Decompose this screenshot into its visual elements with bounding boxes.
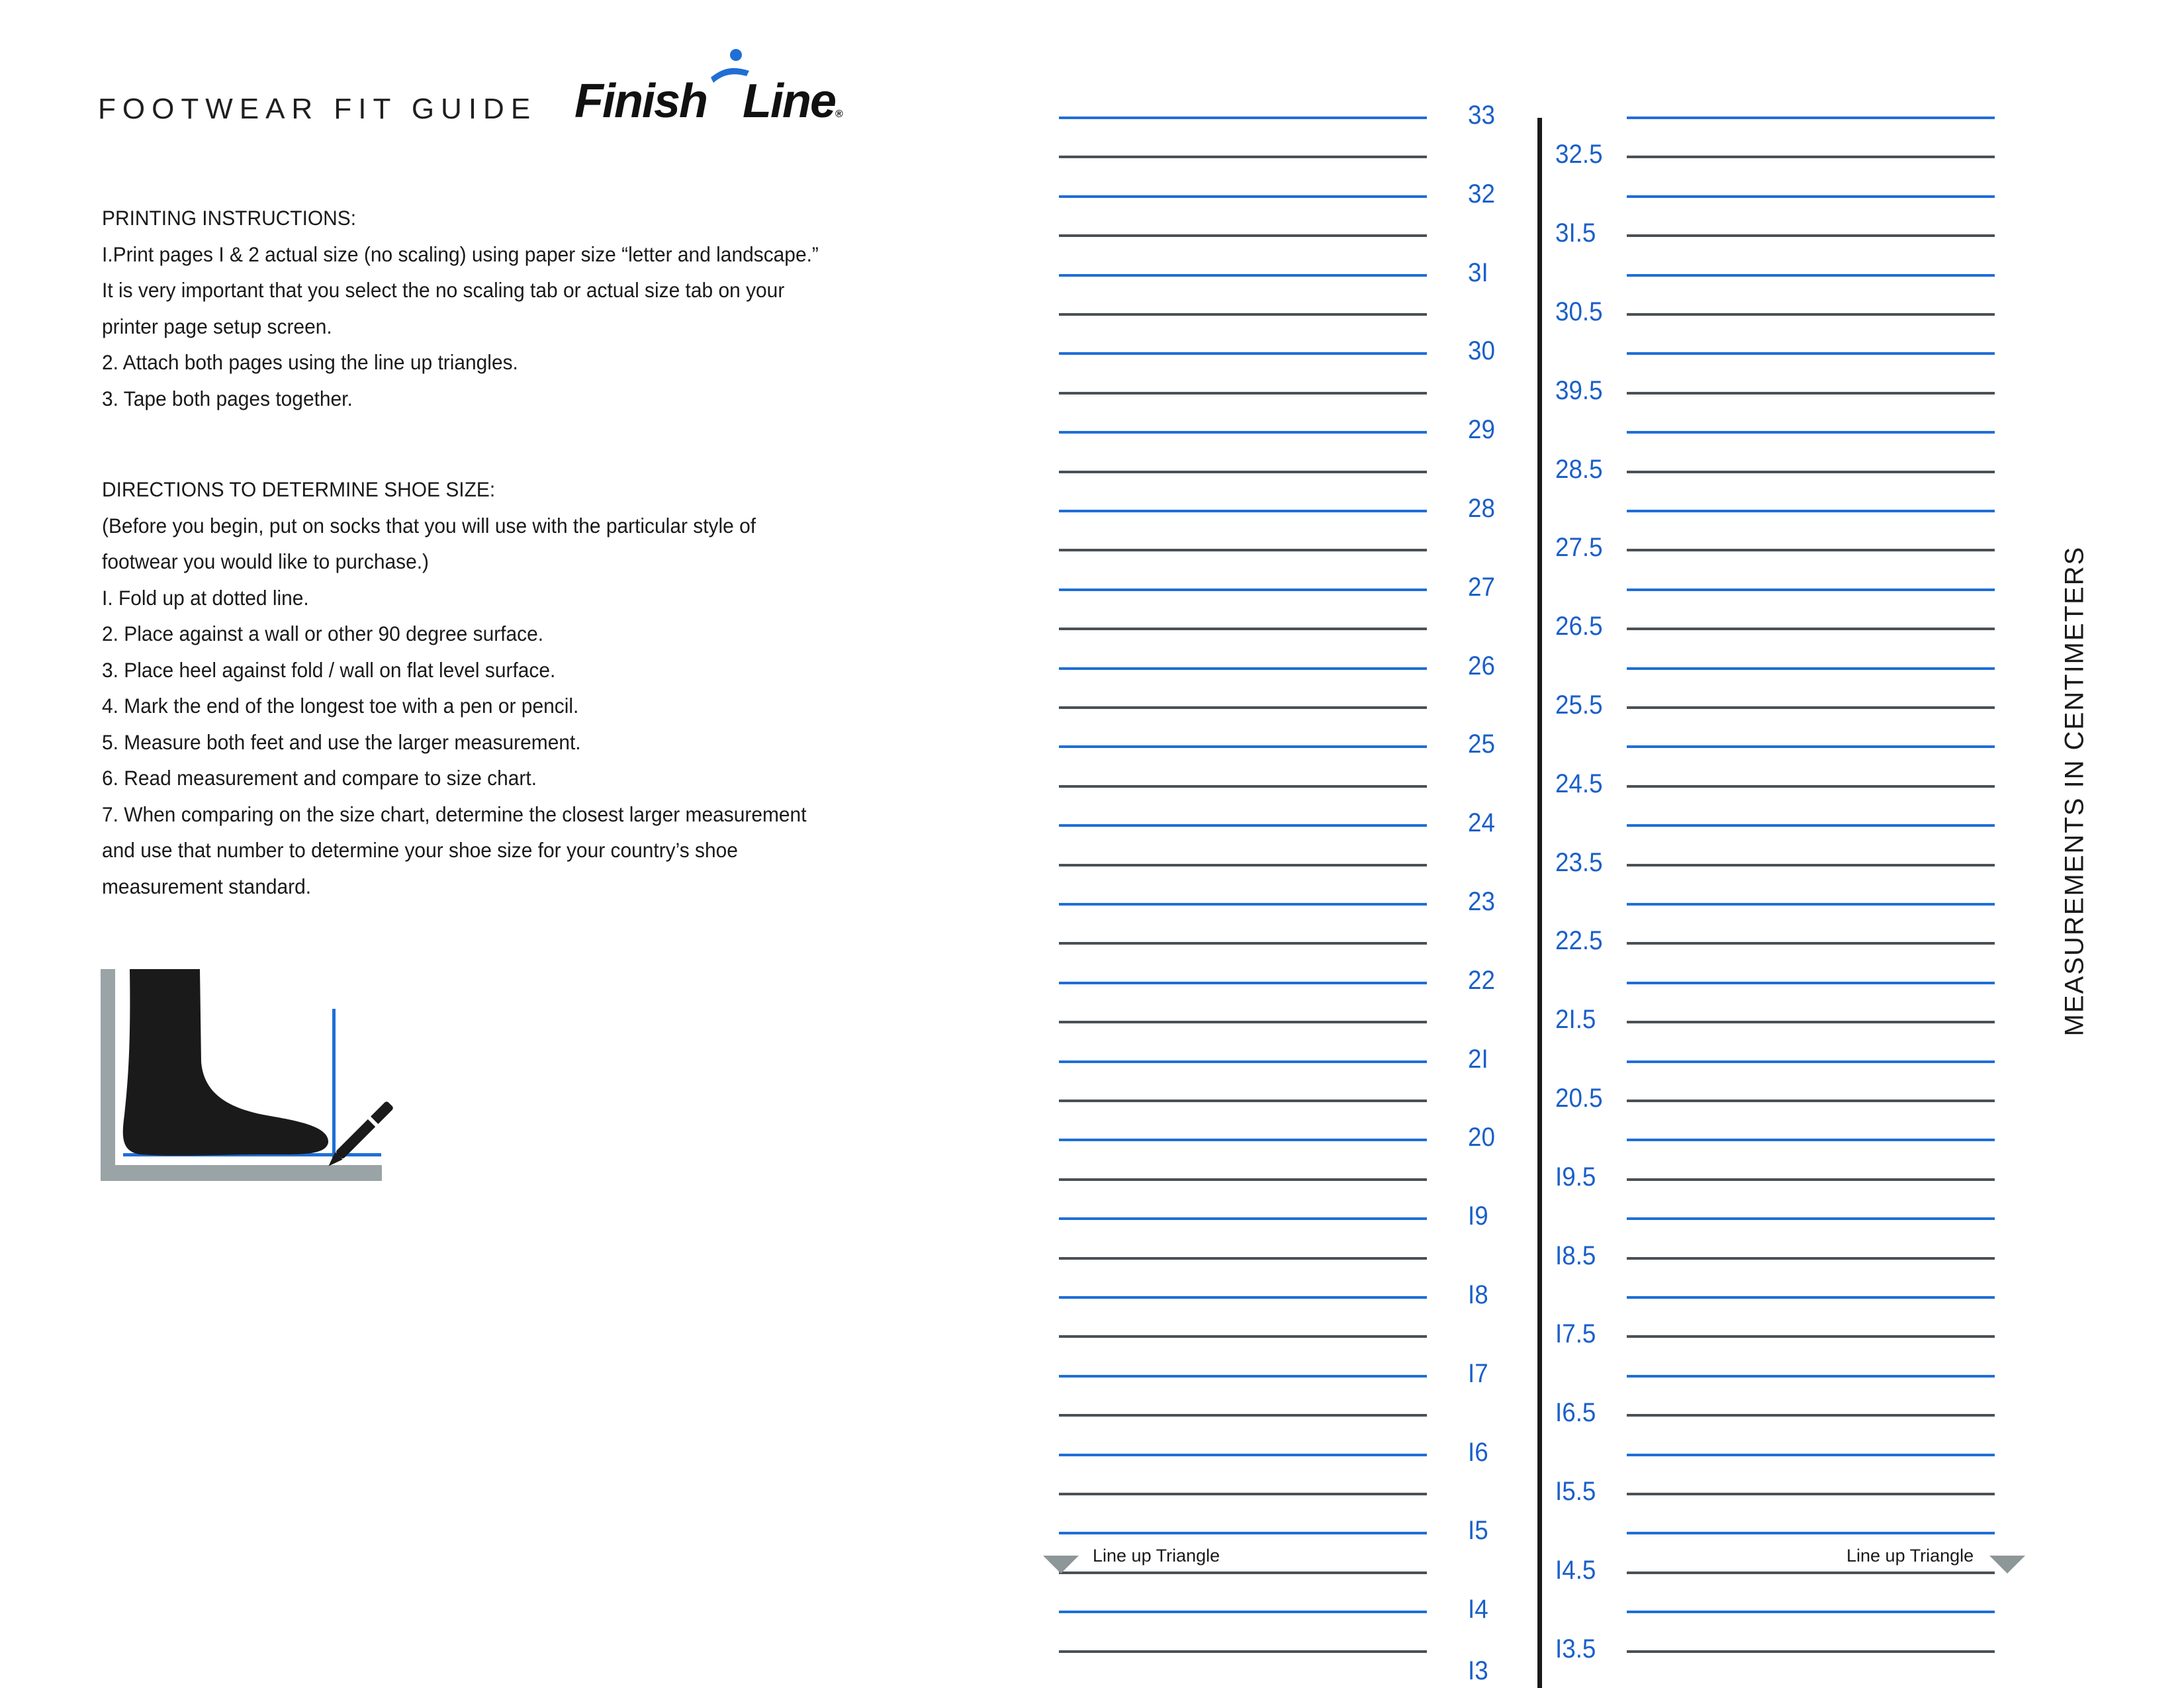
ruler-tick-right — [1627, 234, 1995, 237]
printing-line: I.Print pages I & 2 actual size (no scaling) using paper size “letter and landscape.” — [102, 242, 819, 266]
registered-mark: ® — [835, 109, 842, 120]
ruler-tick-left — [1059, 1335, 1427, 1338]
ruler-label-cm: I7 — [1468, 1358, 1488, 1388]
ruler-label-half-cm: I5.5 — [1555, 1477, 1596, 1506]
ruler-label-half-cm: 24.5 — [1555, 769, 1603, 798]
ruler-label-cm: 22 — [1468, 965, 1495, 995]
ruler-tick-left — [1059, 1257, 1427, 1260]
ruler-tick-right — [1627, 1257, 1995, 1260]
ruler-label-cm: I9 — [1468, 1201, 1488, 1231]
ruler-tick-right — [1627, 352, 1995, 355]
ruler-tick-left — [1059, 1139, 1427, 1141]
ruler-tick-left — [1059, 1414, 1427, 1417]
ruler-tick-left — [1059, 156, 1427, 158]
ruler-tick-right — [1627, 1139, 1995, 1141]
ruler-tick-right — [1627, 785, 1995, 788]
directions-line: 6. Read measurement and compare to size chart. — [102, 766, 537, 790]
ruler-tick-right — [1627, 471, 1995, 473]
ruler-tick-left — [1059, 1021, 1427, 1023]
directions-line: measurement standard. — [102, 874, 312, 898]
ruler-tick-left — [1059, 1178, 1427, 1181]
line-up-triangle-icon — [1989, 1556, 2025, 1573]
ruler-label-half-cm: I6.5 — [1555, 1398, 1596, 1428]
ruler-label-half-cm: 23.5 — [1555, 847, 1603, 877]
ruler-label-cm: 20 — [1468, 1123, 1495, 1152]
ruler-label-half-cm: 28.5 — [1555, 454, 1603, 484]
ruler-tick-left — [1059, 903, 1427, 906]
ruler-tick-right — [1627, 1571, 1995, 1574]
ruler-tick-left — [1059, 588, 1427, 591]
ruler-label-half-cm: 22.5 — [1555, 926, 1603, 956]
ruler-tick-right — [1627, 117, 1995, 119]
printing-heading: PRINTING INSTRUCTIONS: — [102, 206, 357, 230]
ruler-tick-left — [1059, 824, 1427, 827]
brand-name-left: Finish — [574, 75, 707, 128]
floor-shape — [101, 1165, 382, 1181]
ruler-tick-left — [1059, 1060, 1427, 1063]
ruler-tick-right — [1627, 1650, 1995, 1653]
ruler-label-half-cm: 20.5 — [1555, 1084, 1603, 1113]
line-up-triangle-label-right: Line up Triangle — [1846, 1546, 1974, 1566]
directions-line: and use that number to determine your shoe size for your country’s shoe — [102, 838, 738, 862]
ruler-tick-left — [1059, 706, 1427, 709]
printing-line: 3. Tape both pages together. — [102, 386, 353, 410]
ruler-tick-right — [1627, 824, 1995, 827]
ruler-label-half-cm: 39.5 — [1555, 375, 1603, 405]
ruler-tick-right — [1627, 903, 1995, 906]
directions-line: 3. Place heel against fold / wall on flat level surface. — [102, 657, 556, 682]
ruler-tick-right — [1627, 156, 1995, 158]
ruler-label-cm: 30 — [1468, 336, 1495, 366]
ruler-divider — [1537, 118, 1542, 1688]
printing-instructions — [102, 200, 819, 416]
ruler-tick-right — [1627, 392, 1995, 395]
ruler-label-half-cm: 26.5 — [1555, 612, 1603, 641]
ruler-tick-left — [1059, 942, 1427, 945]
ruler-tick-right — [1627, 1060, 1995, 1063]
shoe-size-directions — [102, 471, 807, 904]
line-up-triangle-icon — [1043, 1556, 1079, 1573]
ruler-tick-left — [1059, 864, 1427, 867]
printing-line: It is very important that you select the no scaling tab or actual size tab on your — [102, 278, 785, 302]
foot-icon — [123, 969, 328, 1156]
ruler-label-half-cm: 2I.5 — [1555, 1005, 1596, 1035]
line-up-triangle-label-left: Line up Triangle — [1093, 1546, 1220, 1566]
ruler-tick-right — [1627, 982, 1995, 984]
ruler-label-cm: 32 — [1468, 179, 1495, 209]
ruler-label-half-cm: 32.5 — [1555, 140, 1603, 169]
ruler-label-cm: 28 — [1468, 494, 1495, 523]
directions-line: 2. Place against a wall or other 90 degree surface. — [102, 622, 544, 645]
ruler-tick-left — [1059, 785, 1427, 788]
ruler-label-cm: I4 — [1468, 1595, 1488, 1624]
ruler-tick-right — [1627, 1493, 1995, 1495]
ruler-tick-right — [1627, 1611, 1995, 1613]
ruler-tick-left — [1059, 313, 1427, 316]
ruler-tick-right — [1627, 1021, 1995, 1023]
ruler-tick-right — [1627, 942, 1995, 945]
ruler-tick-right — [1627, 667, 1995, 670]
ruler-label-cm: I5 — [1468, 1516, 1488, 1546]
ruler-label-half-cm: 3I.5 — [1555, 218, 1596, 248]
ruler-tick-left — [1059, 510, 1427, 512]
ruler-label-cm: 25 — [1468, 729, 1495, 759]
printing-line: printer page setup screen. — [102, 314, 332, 338]
ruler-tick-left — [1059, 1100, 1427, 1102]
directions-line: 4. Mark the end of the longest toe with a pen or pencil. — [102, 694, 579, 718]
ruler-tick-left — [1059, 745, 1427, 748]
ruler-label-half-cm: 27.5 — [1555, 533, 1603, 563]
ruler-tick-left — [1059, 1375, 1427, 1378]
toe-mark-line — [332, 1009, 336, 1158]
ruler-tick-right — [1627, 1335, 1995, 1338]
directions-line: I. Fold up at dotted line. — [102, 585, 309, 610]
axis-label-text: MEASUREMENTS IN CENTIMETERS — [2060, 545, 2089, 1037]
brand-logo — [574, 74, 842, 128]
ruler-label-half-cm: 25.5 — [1555, 690, 1603, 720]
ruler-tick-left — [1059, 1532, 1427, 1534]
ruler-label-half-cm: I8.5 — [1555, 1241, 1596, 1270]
ruler-label-cm: 27 — [1468, 572, 1495, 602]
brand-name-right: Line — [743, 75, 836, 128]
ruler-label-cm: 24 — [1468, 808, 1495, 838]
ruler-tick-right — [1627, 274, 1995, 277]
directions-line: 5. Measure both feet and use the larger measurement. — [102, 729, 581, 754]
ruler-tick-right — [1627, 1454, 1995, 1456]
ruler-tick-left — [1059, 392, 1427, 395]
ruler-tick-left — [1059, 1571, 1427, 1574]
ruler-tick-left — [1059, 1217, 1427, 1220]
ruler-tick-left — [1059, 982, 1427, 984]
ruler-tick-left — [1059, 628, 1427, 630]
ruler-tick-right — [1627, 1375, 1995, 1378]
directions-line: footwear you would like to purchase.) — [102, 549, 430, 573]
ruler-label-half-cm: I3.5 — [1555, 1634, 1596, 1664]
ruler-tick-left — [1059, 195, 1427, 198]
ruler-tick-left — [1059, 549, 1427, 551]
ruler-tick-right — [1627, 1100, 1995, 1102]
ruler-tick-left — [1059, 117, 1427, 119]
ruler-tick-right — [1627, 745, 1995, 748]
ruler-tick-right — [1627, 510, 1995, 512]
ruler-label-cm: 3I — [1468, 258, 1488, 287]
ruler-label-half-cm: I4.5 — [1555, 1555, 1596, 1585]
page-title: FOOTWEAR FIT GUIDE — [98, 93, 537, 125]
ruler-tick-left — [1059, 431, 1427, 434]
directions-line: (Before you begin, put on socks that you will use with the particular style of — [102, 513, 756, 538]
runner-logo-icon — [707, 77, 743, 117]
ruler-tick-right — [1627, 628, 1995, 630]
ruler-label-cm: 26 — [1468, 651, 1495, 680]
ruler-tick-left — [1059, 274, 1427, 277]
directions-heading: DIRECTIONS TO DETERMINE SHOE SIZE: — [102, 477, 496, 501]
ruler-tick-right — [1627, 1217, 1995, 1220]
directions-line: 7. When comparing on the size chart, determine the closest larger measurement — [102, 802, 807, 826]
ruler-tick-left — [1059, 352, 1427, 355]
ruler-label-cm: 33 — [1468, 101, 1495, 130]
ruler-tick-right — [1627, 549, 1995, 551]
ruler-tick-right — [1627, 864, 1995, 867]
ruler-tick-right — [1627, 313, 1995, 316]
ruler-label-half-cm: I9.5 — [1555, 1162, 1596, 1192]
ruler-tick-left — [1059, 667, 1427, 670]
ruler-label-cm: 2I — [1468, 1044, 1488, 1074]
ruler-tick-left — [1059, 1296, 1427, 1299]
ruler-tick-left — [1059, 1493, 1427, 1495]
ruler-label-cm: I8 — [1468, 1280, 1488, 1309]
ruler-label-cm: I3 — [1468, 1656, 1488, 1685]
ruler-label-cm: I6 — [1468, 1437, 1488, 1467]
ruler-tick-right — [1627, 1414, 1995, 1417]
ruler-tick-right — [1627, 706, 1995, 709]
ruler-label-half-cm: 30.5 — [1555, 297, 1603, 326]
wall-shape — [101, 969, 115, 1181]
ruler-label-half-cm: I7.5 — [1555, 1319, 1596, 1349]
ruler-tick-right — [1627, 1178, 1995, 1181]
ruler-tick-right — [1627, 431, 1995, 434]
ruler-tick-left — [1059, 1454, 1427, 1456]
ruler-tick-right — [1627, 195, 1995, 198]
ruler-label-cm: 29 — [1468, 415, 1495, 445]
ruler-tick-left — [1059, 1611, 1427, 1613]
printing-line: 2. Attach both pages using the line up triangles. — [102, 350, 518, 374]
ruler-tick-right — [1627, 1532, 1995, 1534]
ruler-tick-right — [1627, 588, 1995, 591]
measuring-illustration — [101, 969, 418, 1197]
ruler-label-cm: 23 — [1468, 887, 1495, 916]
ruler-tick-left — [1059, 234, 1427, 237]
ruler-tick-right — [1627, 1296, 1995, 1299]
ruler-tick-left — [1059, 471, 1427, 473]
ruler-tick-left — [1059, 1650, 1427, 1653]
